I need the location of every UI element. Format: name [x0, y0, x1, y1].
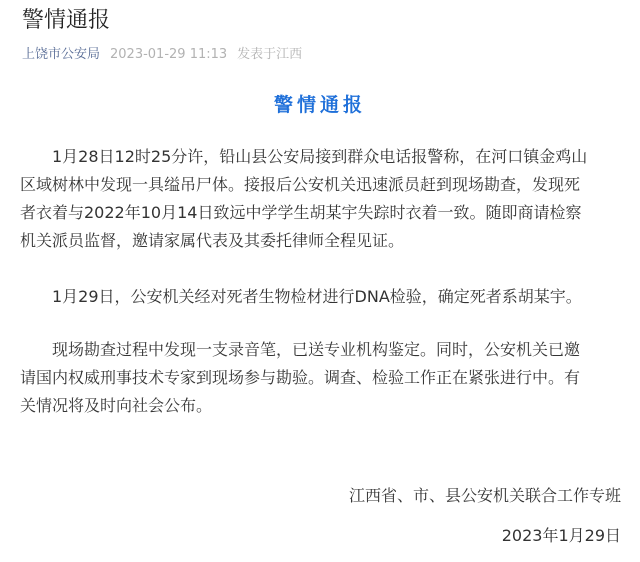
- paragraph-3-line-3: 关情况将及时向社会公布。: [20, 396, 213, 415]
- issue-date: 2023年1月29日: [501, 526, 621, 545]
- article-meta: [22, 45, 302, 65]
- paragraph-2-line-1: 1月29日，公安机关经对死者生物检材进行DNA检验，确定死者系胡某宇。: [52, 287, 582, 306]
- publish-location: 发表于江西: [237, 47, 303, 62]
- paragraph-1-line-4: 机关派员监督，邀请家属代表及其委托律师全程见证。: [20, 231, 405, 250]
- issuer-signature: 江西省、市、县公安机关联合工作专班: [348, 486, 621, 505]
- article-title: 警情通报: [22, 8, 111, 33]
- publish-time: 2023-01-29 11:13: [110, 47, 228, 62]
- paragraph-1-line-2: 区域树林中发现一具缢吊尸体。接报后公安机关迅速派员赶到现场勘查，发现死: [20, 175, 581, 194]
- account-name-link[interactable]: 上饶市公安局: [22, 47, 101, 62]
- notice-heading: 警情通报: [273, 94, 366, 116]
- paragraph-1-line-1: 1月28日12时25分许，铅山县公安局接到群众电话报警称，在河口镇金鸡山: [52, 147, 588, 166]
- paragraph-3-line-2: 请国内权威刑事技术专家到现场参与勘验。调查、检验工作正在紧张进行中。有: [20, 368, 581, 387]
- paragraph-3-line-1: 现场勘查过程中发现一支录音笔，已送专业机构鉴定。同时，公安机关已邀: [52, 340, 581, 359]
- paragraph-1-line-3: 者衣着与2022年10月14日致远中学学生胡某宇失踪时衣着一致。随即商请检察: [20, 203, 582, 222]
